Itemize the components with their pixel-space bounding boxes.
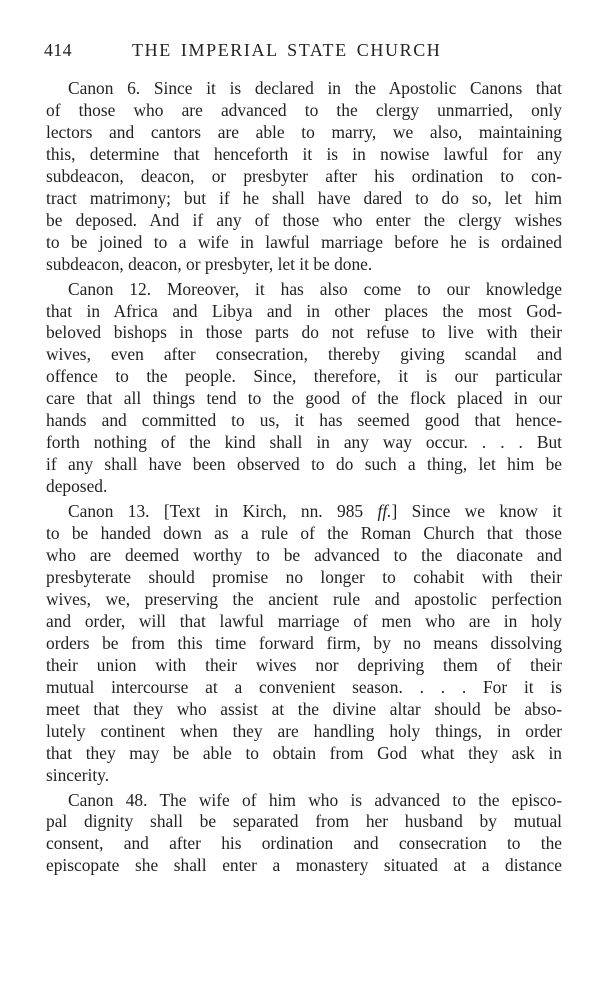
- text-line: if any shall have been observed to do such a thing, let him be: [46, 454, 562, 475]
- text-line: sincerity.: [46, 764, 110, 785]
- text-line: this, determine that henceforth it is in nowise lawful for any: [46, 143, 562, 164]
- text-line: forth nothing of the kind shall in any way occur. . . . But: [46, 432, 562, 453]
- italic-abbreviation: ff.: [377, 501, 392, 522]
- text-line: lectors and cantors are able to marry, we also, maintaining: [46, 121, 562, 142]
- page-number: 414: [44, 40, 72, 60]
- text-line: wives, we, preserving the ancient rule and apostolic perfection: [46, 588, 562, 609]
- text-line: be deposed. And if any of those who enter the clergy wishes: [46, 209, 562, 230]
- page-body: [46, 78, 562, 880]
- text-line: Canon 12. Moreover, it has also come to our knowledge: [68, 278, 562, 299]
- text-line: to be handed down as a rule of the Roman Church that those: [46, 523, 562, 544]
- running-title: THE IMPERIAL STATE CHURCH: [132, 40, 442, 60]
- paragraph-canon-48: [46, 790, 562, 878]
- text-line: episcopate she shall enter a monastery situated at a distance: [46, 855, 562, 876]
- text-line: meet that they who assist at the divine altar should be abso-: [46, 698, 562, 719]
- text-line: and order, will that lawful marriage of men who are in holy: [46, 610, 562, 631]
- paragraph-canon-6: [46, 78, 562, 276]
- text-line: Canon 48. The wife of him who is advanced to the episco-: [68, 789, 562, 810]
- text-line: deposed.: [46, 476, 108, 497]
- text-line: that they may be able to obtain from God what they ask in: [46, 742, 562, 763]
- text-line: who are deemed worthy to be advanced to the diaconate and: [46, 545, 562, 566]
- text-line: tract matrimony; but if he shall have dared to do so, let him: [46, 187, 562, 208]
- text-line: to be joined to a wife in lawful marriage before he is ordained: [46, 231, 562, 252]
- text-line: that in Africa and Libya and in other places the most God-: [46, 300, 562, 321]
- paragraph-canon-12: [46, 279, 562, 499]
- text-line: subdeacon, deacon, or presbyter, let it be done.: [46, 253, 373, 274]
- text-line: presbyterate should promise no longer to cohabit with their: [46, 566, 562, 587]
- text-line: care that all things tend to the good of the flock placed in our: [46, 388, 562, 409]
- text-line: hands and committed to us, it has seemed good that hence-: [46, 410, 562, 431]
- paragraph-canon-13: [46, 501, 562, 786]
- text-line: orders be from this time forward firm, by no means dissolving: [46, 632, 562, 653]
- text-line: wives, even after consecration, thereby giving scandal and: [46, 344, 562, 365]
- text-line: mutual intercourse at a convenient season. . . . For it is: [46, 676, 562, 697]
- text-line: subdeacon, deacon, or presbyter after his ordination to con-: [46, 165, 562, 186]
- text-run: ] Since we know it: [391, 501, 562, 522]
- text-line: their union with their wives nor depriving them of their: [46, 654, 562, 675]
- text-line: pal dignity shall be separated from her husband by mutual: [46, 811, 562, 832]
- text-line: offence to the people. Since, therefore, it is our particular: [46, 366, 562, 387]
- text-line: [46, 501, 562, 523]
- text-run: Canon 13. [Text in Kirch, nn. 985: [68, 501, 378, 522]
- text-line: consent, and after his ordination and consecration to the: [46, 833, 562, 854]
- text-line: Canon 6. Since it is declared in the Apostolic Canons that: [68, 78, 562, 98]
- text-line: of those who are advanced to the clergy unmarried, only: [46, 99, 562, 120]
- text-line: lutely continent when they are handling holy things, in order: [46, 720, 562, 741]
- text-line: beloved bishops in those parts do not refuse to live with their: [46, 322, 562, 343]
- running-head: [44, 38, 562, 62]
